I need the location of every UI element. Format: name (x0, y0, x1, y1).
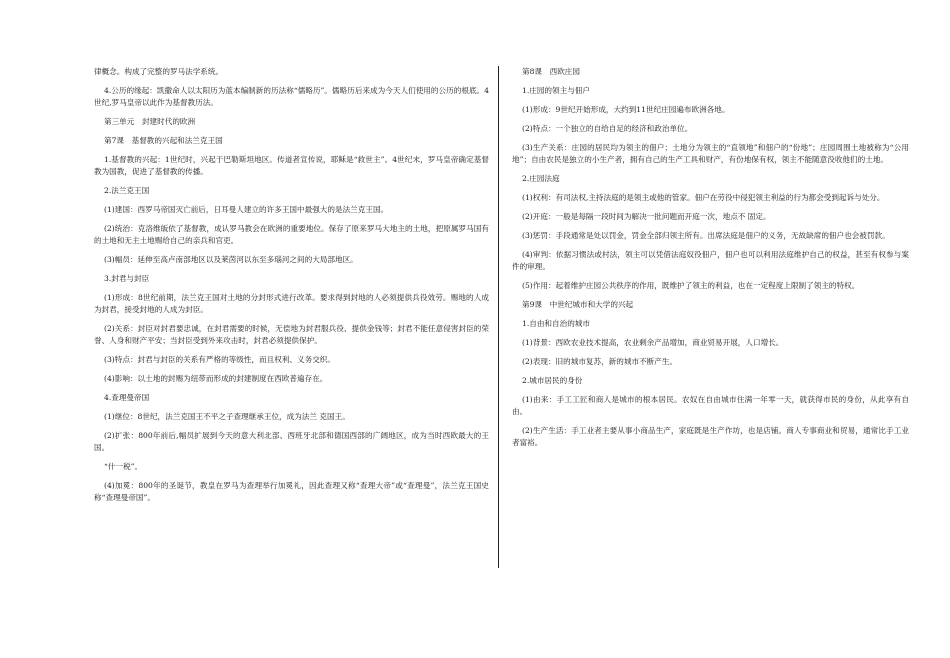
section-heading: 3.封君与封臣 (104, 274, 150, 283)
paragraph: (3)生产关系：庄园的居民均为领主的佃户；土地分为领主的“直领地”和佃户的“份地”；庄园周围土地被称为“公用地”；自由农民是独立的小生产者，拥有自己的生产工具和财产，有份地保有权，领主不能随意没收他们的土地。 (512, 143, 909, 164)
right-column (512, 66, 909, 456)
paragraph: (2)统治：克洛维皈依了基督教，成认罗马教会在欧洲的重要地位。保存了原来罗马大地主的土地，把原属罗马国有的土地和无主土地赐给自己的亲兵和官吏。 (94, 224, 489, 245)
lesson-heading: 第8课 西欧庄园 (522, 67, 580, 76)
paragraph: (4)加冕：800年的圣诞节，教皇在罗马为查理举行加冕礼，因此查理又称“查理大帝”或“查理曼”，法兰克王国史称“查理曼帝国”。 (94, 481, 489, 502)
unit-heading: 第三单元 封建时代的欧洲 (104, 117, 196, 126)
paragraph: (2)表现：旧的城市复苏，新的城市不断产生。 (522, 357, 678, 366)
paragraph: (2)扩张：800年前后,幅员扩展到今天的意大利北部、西班牙北部和德国西部的广阔地区，成为当时西欧最大的王国。 (94, 431, 489, 452)
paragraph: (2)关系：封臣对封君要忠诚，在封君需要的时候，无偿地为封君服兵役、提供金钱等；封君不能任意侵害封臣的荣誉、人身和财产平安；当封臣受到外来攻击时，封君必须提供保护。 (94, 324, 489, 345)
paragraph: (4)审判：依据习惯法或村法，领主可以凭借法庭奴役佃户，佃户也可以利用法庭维护自己的权益，甚至有权参与案件的审理。 (512, 250, 909, 271)
paragraph: (3)幅员：延伸至高卢南部地区以及莱茵河以东至多瑙河之间的大局部地区。 (104, 255, 358, 264)
paragraph: (1)权利：有司法权,主持法庭的是领主或他的管家。佃户在劳役中侵犯领主利益的行为都会受到起诉与处分。 (522, 193, 885, 202)
paragraph: 4.公历的缘起：凯撒命人以太阳历为蓝本编制新的历法称“儒略历”。儒略历后来成为今天人们使用的公历的根底。4世纪,罗马皇帝以此作为基督教历法。 (94, 86, 489, 107)
column-divider (498, 66, 499, 568)
paragraph: “什一税”。 (104, 462, 143, 471)
section-heading: 2.庄园法庭 (522, 174, 560, 183)
paragraph: (3)特点：封君与封臣的关系有严格的等级性，而且权利、义务交织。 (104, 355, 335, 364)
lesson-heading: 第7课 基督教的兴起和法兰克王国 (104, 136, 223, 145)
paragraph: (4)影响：以土地的封赐为纽带而形成的封建制度在西欧普遍存在。 (104, 374, 328, 383)
paragraph: (1)继位：8世纪，法兰克国王不平之子查理继承王位，成为法兰 克国王。 (104, 412, 350, 421)
lesson-heading: 第9课 中世纪城市和大学的兴起 (522, 300, 634, 309)
section-heading: 2.法兰克王国 (104, 186, 150, 195)
paragraph: (1)由来：手工工匠和商人是城市的根本居民。农奴在自由城市住满一年零一天，就获得市民的身份，从此享有自由。 (512, 395, 909, 416)
paragraph: (3)惩罚：手段通常是处以罚金，罚金全部归领主所有。出席法庭是佃户的义务，无故缺席的佃户也会被罚款。 (522, 231, 890, 240)
paragraph: (1)形成：9世纪开始形成，大约到11世纪庄园遍布欧洲各地。 (522, 105, 730, 114)
left-column (94, 66, 489, 511)
section-heading: 1.庄园的领主与佃户 (522, 86, 590, 95)
paragraph: (1)建国：西罗马帝国灭亡前后，日耳曼人建立的许多王国中最强大的是法兰克王国。 (104, 205, 389, 214)
section-heading: 2.城市居民的身份 (522, 376, 583, 385)
paragraph: (1)背景：西欧农业技术提高，农业剩余产品增加，商业贸易开展，人口增长。 (522, 338, 784, 347)
paragraph: 1.基督教的兴起：1世纪时，兴起于巴勒斯坦地区。传道者宣传说，耶稣是“救世主”。4世纪末，罗马皇帝确定基督教为国教，促进了基督教的传播。 (94, 155, 489, 176)
section-heading: 4.查理曼帝国 (104, 393, 150, 402)
paragraph: 律概念。构成了完整的罗马法学系统。 (94, 67, 224, 76)
paragraph: (2)特点：一个独立的自给自足的经济和政治单位。 (522, 124, 693, 133)
section-heading: 1.自由和自治的城市 (522, 319, 590, 328)
paragraph: (2)生产生活：手工业者主要从事小商品生产，家庭既是生产作坊，也是店铺。商人专事商业和贸易，通常比手工业者富裕。 (512, 426, 909, 447)
paragraph: (2)开庭：一般是每隔一段时间为解决一批问题而开庭一次，地点不 固定。 (522, 212, 771, 221)
paragraph: (5)作用：起着维护庄园公共秩序的作用，既维护了领主的利益，也在一定程度上限制了领主的特权。 (522, 281, 860, 290)
paragraph: (1)形成：8世纪前期，法兰克王国对土地的分封形式进行改革。要求得到封地的人必须提供兵役效劳。赐地的人成为封君，接受封地的人成为封臣。 (94, 293, 489, 314)
